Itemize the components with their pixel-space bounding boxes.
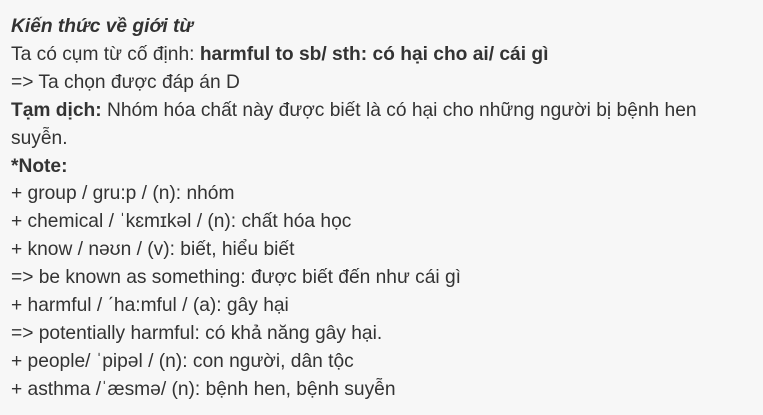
translation-paragraph — [11, 97, 756, 153]
vocab-item-people: + people/ ˈpipəl / (n): con người, dân tộc — [11, 350, 354, 372]
vocab-item-group: + group / gru:p / (n): nhóm — [11, 183, 235, 205]
fixed-phrase-bold: harmful to sb/ sth: có hại cho ai/ cái gì — [199, 43, 549, 65]
fixed-phrase-intro: Ta có cụm từ cố định: — [11, 43, 200, 65]
translation-text: Nhóm hóa chất này được biết là có hại cho những người bị bệnh hen suyễn. — [11, 99, 697, 149]
vocab-phrase-potentially-harmful: => potentially harmful: có khả năng gây hại. — [11, 322, 383, 344]
vocab-item-harmful: + harmful / ˊha:mful / (a): gây hại — [11, 295, 289, 317]
translation-label: Tạm dịch: — [11, 99, 102, 121]
note-label-text: *Note: — [11, 155, 68, 177]
fixed-phrase-line — [11, 41, 756, 69]
vocab-phrase-be-known-as: => be known as something: được biết đến như cái gì — [11, 267, 462, 289]
vocab-item-know: + know / nəʊn / (v): biết, hiểu biết — [11, 239, 295, 261]
section-heading: Kiến thức về giới từ — [11, 16, 194, 37]
answer-line: => Ta chọn được đáp án D — [11, 71, 240, 93]
explanation-document — [11, 13, 756, 404]
note-label — [11, 153, 756, 181]
vocab-item-chemical: + chemical / ˈkɛmɪkəl / (n): chất hóa học — [11, 211, 352, 233]
vocab-item-asthma: + asthma /ˈæsmə/ (n): bệnh hen, bệnh suyễn — [11, 378, 396, 400]
